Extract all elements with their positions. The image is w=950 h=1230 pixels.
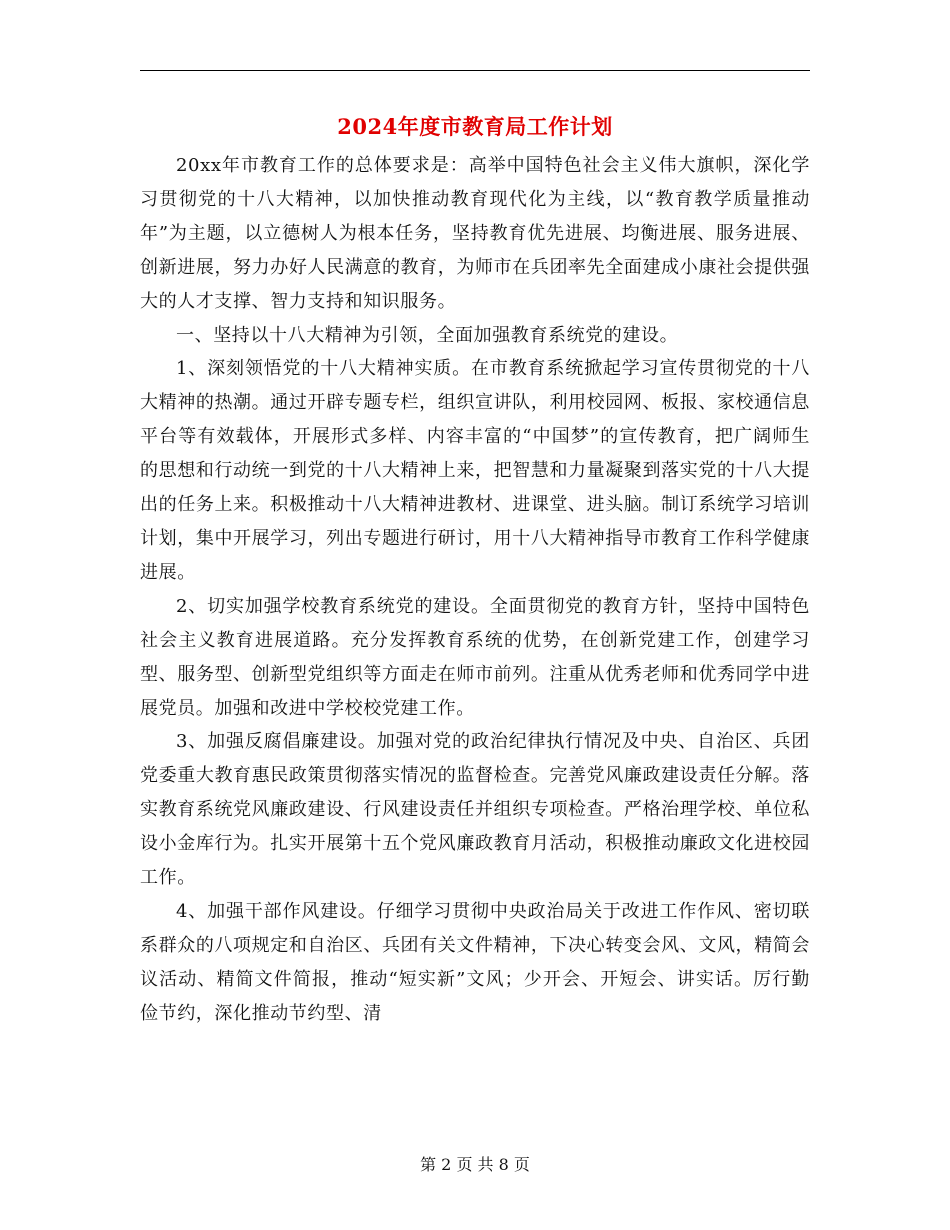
document-title: 2024年度市教育局工作计划 — [337, 114, 613, 139]
paragraph-item-4: 4、加强干部作风建设。仔细学习贯彻中央政治局关于改进工作作风、密切联系群众的八项规定和自治区、兵团有关文件精神，下决心转变会风、文风，精简会议活动、精简文件简报，推动“短实新”文风；少开会、开短会、讲实话。厉行勤俭节约，深化推动节约型、清 — [140, 900, 810, 1024]
page-number-footer: 第 2 页 共 8 页 — [420, 1155, 530, 1174]
paragraph-item-2: 2、切实加强学校教育系统党的建设。全面贯彻党的教育方针，坚持中国特色社会主义教育进展道路。充分发挥教育系统的优势，在创新党建工作，创建学习型、服务型、创新型党组织等方面走在师市前列。注重从优秀老师和优秀同学中进展党员。加强和改进中学校校党建工作。 — [140, 595, 810, 719]
paragraph-item-3: 3、加强反腐倡廉建设。加强对党的政治纪律执行情况及中央、自治区、兵团党委重大教育惠民政策贯彻落实情况的监督检查。完善党风廉政建设责任分解。落实教育系统党风廉政建设、行风建设责任并组织专项检查。严格治理学校、单位私设小金库行为。扎实开展第十五个党风廉政教育月活动，积极推动廉政文化进校园工作。 — [140, 731, 810, 889]
document-body — [140, 149, 810, 1031]
paragraph-intro: 20xx年市教育工作的总体要求是：高举中国特色社会主义伟大旗帜，深化学习贯彻党的十八大精神，以加快推动教育现代化为主线，以“教育教学质量推动年”为主题，以立德树人为根本任务，坚持教育优先进展、均衡进展、服务进展、创新进展，努力办好人民满意的教育，为师市在兵团率先全面建成小康社会提供强大的人才支撑、智力支持和知识服务。 — [140, 155, 810, 312]
paragraph-section-1-heading: 一、坚持以十八大精神为引领，全面加强教育系统党的建设。 — [176, 324, 679, 346]
paragraph-item-1: 1、深刻领悟党的十八大精神实质。在市教育系统掀起学习宣传贯彻党的十八大精神的热潮。通过开辟专题专栏，组织宣讲队，利用校园网、板报、家校通信息平台等有效载体，开展形式多样、内容丰富的“中国梦”的宣传教育，把广阔师生的思想和行动统一到党的十八大精神上来，把智慧和力量凝聚到落实党的十八大提出的任务上来。积极推动十八大精神进教材、进课堂、进头脑。制订系统学习培训计划，集中开展学习，列出专题进行研讨，用十八大精神指导市教育工作科学健康进展。 — [140, 358, 810, 583]
header-rule — [140, 70, 810, 71]
